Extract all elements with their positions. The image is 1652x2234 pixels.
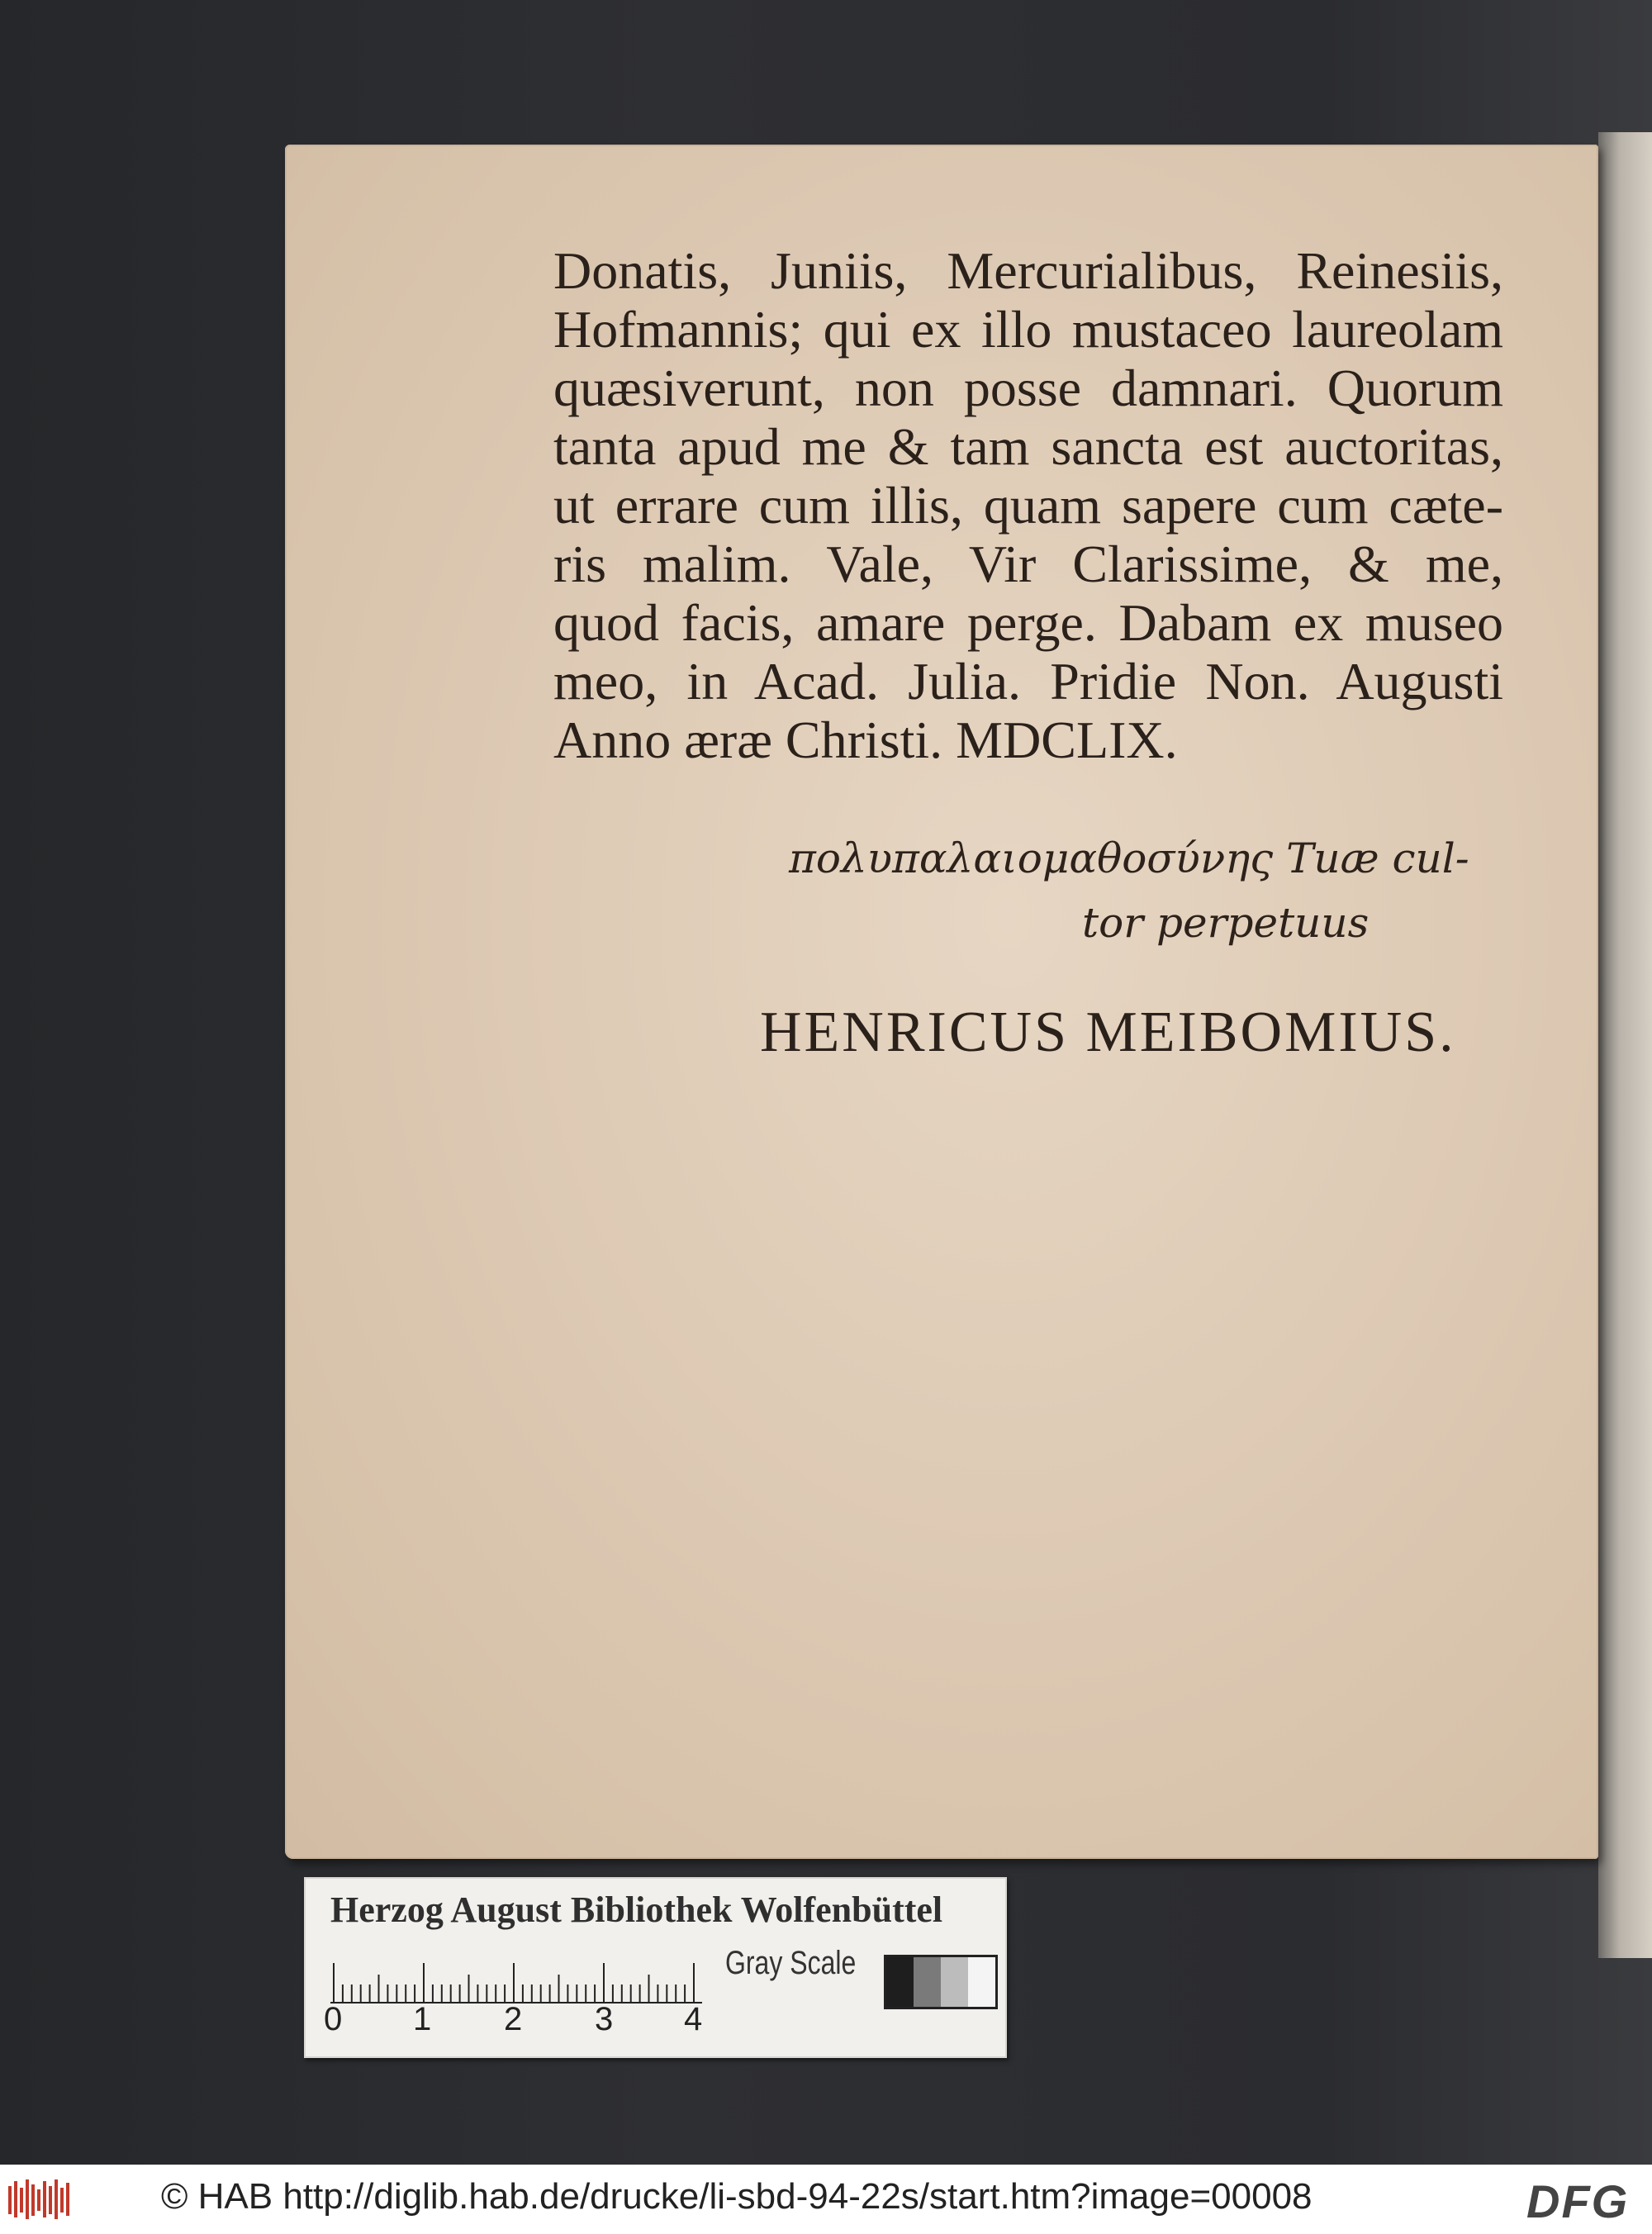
footer-bar bbox=[0, 2165, 1652, 2234]
body-text bbox=[553, 241, 1503, 769]
ruler-number: 1 bbox=[413, 2001, 432, 2037]
ruler-number: 3 bbox=[595, 2001, 614, 2037]
ruler-number: 2 bbox=[504, 2001, 523, 2037]
library-label-card bbox=[304, 1877, 1007, 2058]
gray-scale-label: Gray Scale bbox=[725, 1945, 857, 1981]
dfg-logo: DFG bbox=[1526, 2175, 1630, 2227]
ruler-scale bbox=[330, 1955, 727, 2004]
text-line: ut errare cum illis, quam sapere cum cæte- bbox=[553, 476, 1503, 535]
gray-patch bbox=[968, 1957, 995, 2007]
gray-patch bbox=[886, 1957, 914, 2007]
ruler-numbers bbox=[324, 2001, 737, 2042]
text-line: Anno æræ Christi. MDCLIX. bbox=[553, 711, 1178, 769]
adjacent-page-edge bbox=[1598, 132, 1652, 1958]
text-line: ris malim. Vale, Vir Clarissime, & me, bbox=[553, 535, 1503, 593]
gray-patch bbox=[914, 1957, 941, 2007]
ruler-number: 0 bbox=[324, 2001, 343, 2037]
text-line: Hofmannis; qui ex illo mustaceo laureolam bbox=[553, 300, 1503, 359]
hab-logo-icon bbox=[7, 2178, 73, 2221]
signoff-line-2: tor perpetuus bbox=[1082, 899, 1370, 947]
signoff-line-1: πολυπαλαιομαθοσύνης Tuæ cul- bbox=[789, 834, 1469, 882]
copyright-url: © HAB http://diglib.hab.de/drucke/li-sbd-94-22s/start.htm?image=00008 bbox=[161, 2176, 1313, 2217]
ruler-number: 4 bbox=[684, 2001, 703, 2037]
gray-scale-swatch bbox=[884, 1955, 998, 2009]
text-line: meo, in Acad. Julia. Pridie Non. Augusti bbox=[553, 652, 1503, 711]
gray-patch bbox=[941, 1957, 968, 2007]
library-name: Herzog August Bibliothek Wolfenbüttel bbox=[330, 1889, 943, 1930]
text-line: quod facis, amare perge. Dabam ex museo bbox=[553, 593, 1503, 652]
text-line: quæsiverunt, non posse damnari. Quorum bbox=[553, 359, 1503, 417]
text-line: tanta apud me & tam sancta est auctoritas, bbox=[553, 417, 1503, 476]
author-signature: HENRICUS MEIBOMIUS. bbox=[760, 1001, 1456, 1064]
text-line: Donatis, Juniis, Mercurialibus, Reinesiis, bbox=[553, 241, 1503, 300]
